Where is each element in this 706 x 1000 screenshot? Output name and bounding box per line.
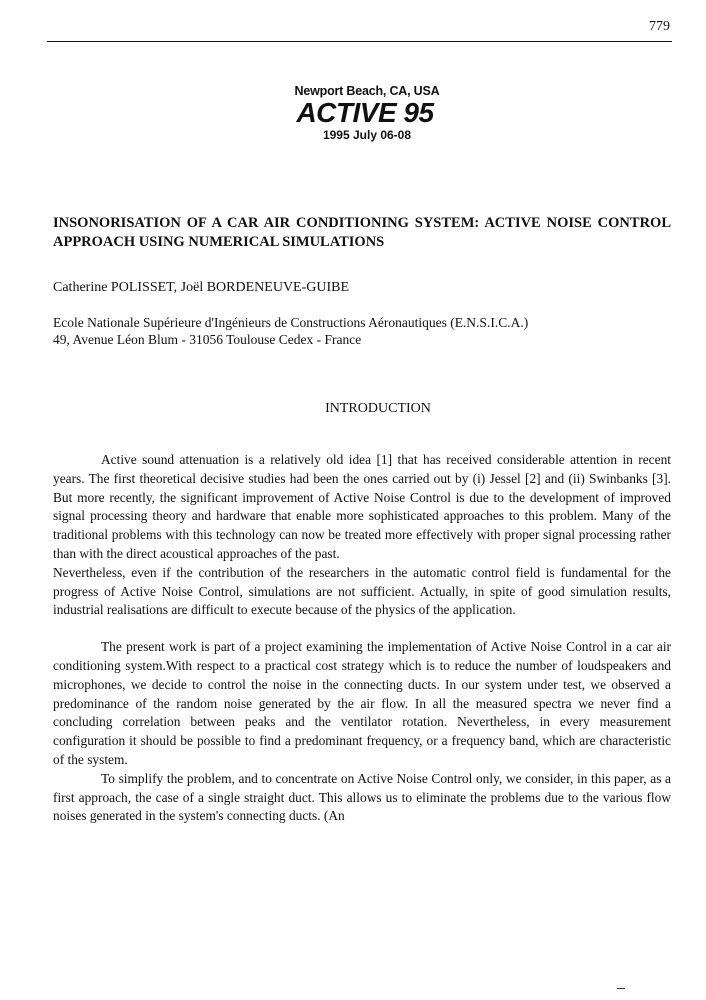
paper-authors: Catherine POLISSET, Joël BORDENEUVE-GUIBE — [53, 280, 350, 295]
section-heading: INTRODUCTION — [325, 401, 431, 416]
affiliation-line-1: Ecole Nationale Supérieure d'Ingénieurs de Constructions Aéronautiques (E.N.S.I.C.A.) — [53, 315, 529, 330]
conference-header — [0, 84, 706, 142]
page-number: 779 — [649, 19, 670, 34]
paragraph-4: To simplify the problem, and to concentrate on Active Noise Control only, we consider, in this paper, as a first approach, the case of a single straight duct. This allows us to eliminate the problems due to the various flow noises generated in the system's connecting ducts. (An — [53, 770, 671, 824]
body-text — [53, 451, 671, 826]
conference-location: Newport Beach, CA, USA — [294, 84, 440, 98]
paragraph-1: Active sound attenuation is a relatively old idea [1] that has received considerable attention in recent years. The first theoretical decisive studies had been the ones carried out by (i) Jessel [2] and (ii) Swinbanks [3]. But more recently, the significant improvement of Active Noise Control is due to the development of improved signal processing theory and hardware that enable more sophisticated approaches to this problem. Many of the traditional problems with this technology can now be treated more effectively with proper signal processing rather than with the direct acoustical approaches of the past. — [53, 452, 671, 561]
paper-affiliation — [53, 314, 671, 348]
affiliation-line-2: 49, Avenue Léon Blum - 31056 Toulouse Cedex - France — [53, 332, 362, 347]
conference-title: ACTIVE 95 — [296, 97, 434, 128]
conference-date: 1995 July 06-08 — [322, 128, 412, 142]
paragraph-3: The present work is part of a project examining the implementation of Active Noise Control in a car air conditioning system.With respect to a practical cost strategy which is to reduce the number of loudspeakers and microphones, we decide to control the noise in the connecting ducts. In our system under test, we observed a predominance of the random noise generated by the air flow. In all the measured spectra we never find a concluding correlation between peaks and the ventilator rotation. Nevertheless, in every measurement configuration it should be possible to find a predominant frequency, or a frequency band, which are characteristic of the system. — [53, 639, 671, 767]
footer-mark — [617, 988, 625, 989]
paragraph-2: Nevertheless, even if the contribution of the researchers in the automatic control field is fundamental for the progress of Active Noise Control, simulations are not sufficient. Actually, in spite of good simulation results, industrial realisations are difficult to execute because of the physics of the application. — [53, 564, 671, 618]
paper-title: INSONORISATION OF A CAR AIR CONDITIONING SYSTEM: ACTIVE NOISE CONTROL APPROACH USING NUMERICAL SIMULATIONS — [53, 215, 671, 250]
header-rule — [47, 41, 672, 42]
